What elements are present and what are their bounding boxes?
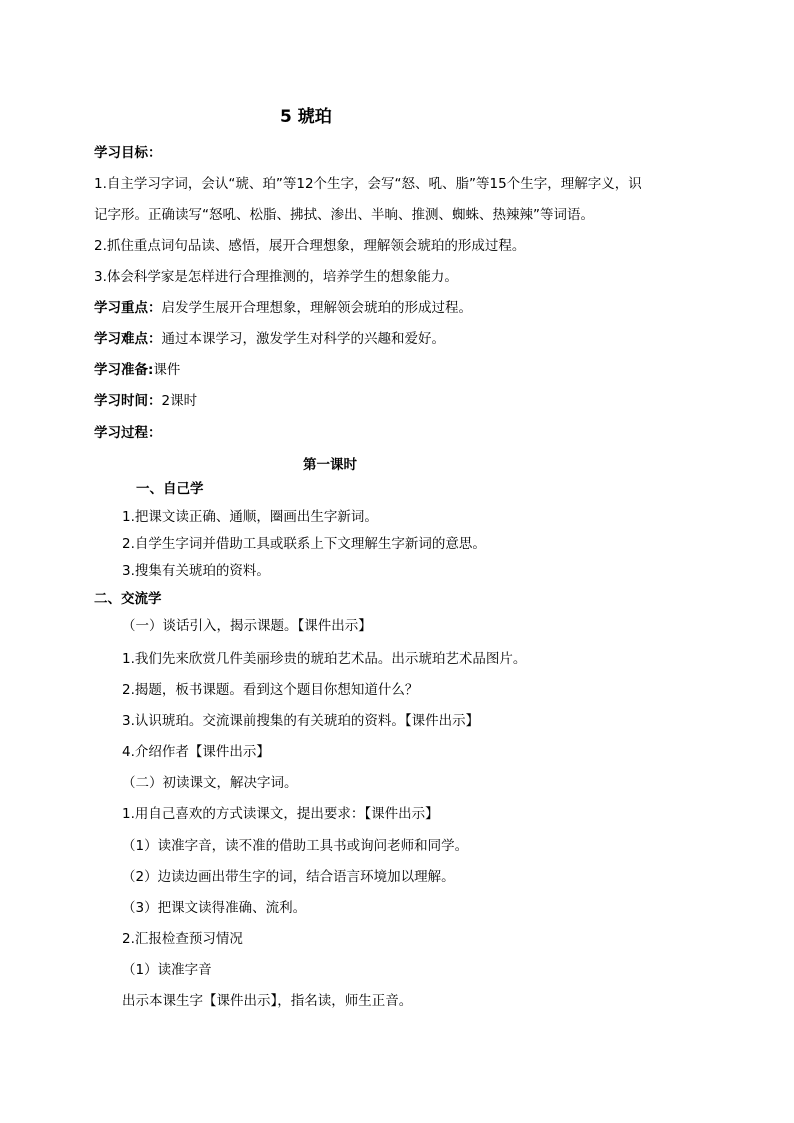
part-2-step-1-item-1: （1）读准字音，读不准的借助工具书或询问老师和同学。 — [122, 838, 469, 854]
part-2-step-1-item-2: （2）边读边画出带生字的词，结合语言环境加以理解。 — [122, 869, 455, 885]
objective-3: 3.体会科学家是怎样进行合理推测的，培养学生的想象能力。 — [94, 269, 458, 285]
document-title: 5 琥珀 — [280, 107, 332, 127]
part-2-step-1: 1.用自己喜欢的方式读课文，提出要求：【课件出示】 — [122, 806, 439, 822]
section-1-item-3: 3.搜集有关琥珀的资料。 — [122, 563, 270, 579]
study-time — [94, 392, 197, 410]
objective-2: 2.抓住重点词句品读、感悟，展开合理想象，理解领会琥珀的形成过程。 — [94, 238, 526, 254]
section-1-item-1: 1.把课文读正确、通顺，圈画出生字新词。 — [122, 509, 378, 525]
key-point-label: 学习重点： — [94, 300, 162, 316]
difficulty — [94, 330, 445, 348]
objectives-heading: 学习目标： — [94, 145, 162, 161]
key-point — [94, 299, 472, 317]
part-1-item-3: 3.认识琥珀。交流课前搜集的有关琥珀的资料。【课件出示】 — [122, 713, 480, 729]
part-2-step-2-sub: （1）读准字音 — [122, 962, 212, 978]
part-2-step-1-item-3: （3）把课文读得准确、流利。 — [122, 900, 307, 916]
section-2-heading: 二、交流学 — [94, 591, 162, 607]
key-point-text: 启发学生展开合理想象，理解领会琥珀的形成过程。 — [161, 300, 472, 316]
preparation-text: 课件 — [153, 362, 181, 378]
part-2-step-2-text: 出示本课生字【课件出示】，指名读，师生正音。 — [122, 993, 413, 1009]
difficulty-label: 学习难点： — [94, 331, 162, 347]
study-time-text: 2课时 — [161, 393, 198, 409]
objective-1-line-1: 1.自主学习字词，会认“琥、珀”等12个生字，会写“怒、吼、脂”等15个生字，理解字义，识 — [94, 176, 642, 192]
part-1-item-2: 2.揭题，板书课题。看到这个题目你想知道什么？ — [122, 682, 419, 698]
lesson-1-heading: 第一课时 — [303, 457, 357, 473]
part-1-item-1: 1.我们先来欣赏几件美丽珍贵的琥珀艺术品。出示琥珀艺术品图片。 — [122, 651, 527, 667]
part-1-heading: （一）谈话引入，揭示课题。【课件出示】 — [122, 618, 372, 634]
part-2-heading: （二）初读课文，解决字词。 — [122, 775, 298, 791]
study-time-label: 学习时间： — [94, 393, 162, 409]
preparation — [94, 361, 180, 379]
difficulty-text: 通过本课学习，激发学生对科学的兴趣和爱好。 — [161, 331, 445, 347]
part-2-step-2: 2.汇报检查预习情况 — [122, 931, 243, 947]
preparation-label: 学习准备: — [94, 362, 154, 378]
process-heading: 学习过程： — [94, 425, 162, 441]
section-1-heading: 一、自己学 — [136, 481, 204, 497]
part-1-item-4: 4.介绍作者【课件出示】 — [122, 744, 270, 760]
section-1-item-2: 2.自学生字词并借助工具或联系上下文理解生字新词的意思。 — [122, 536, 486, 552]
objective-1-line-2: 记字形。正确读写“怒吼、松脂、拂拭、渗出、半晌、推测、蜘蛛、热辣辣”等词语。 — [94, 207, 594, 223]
